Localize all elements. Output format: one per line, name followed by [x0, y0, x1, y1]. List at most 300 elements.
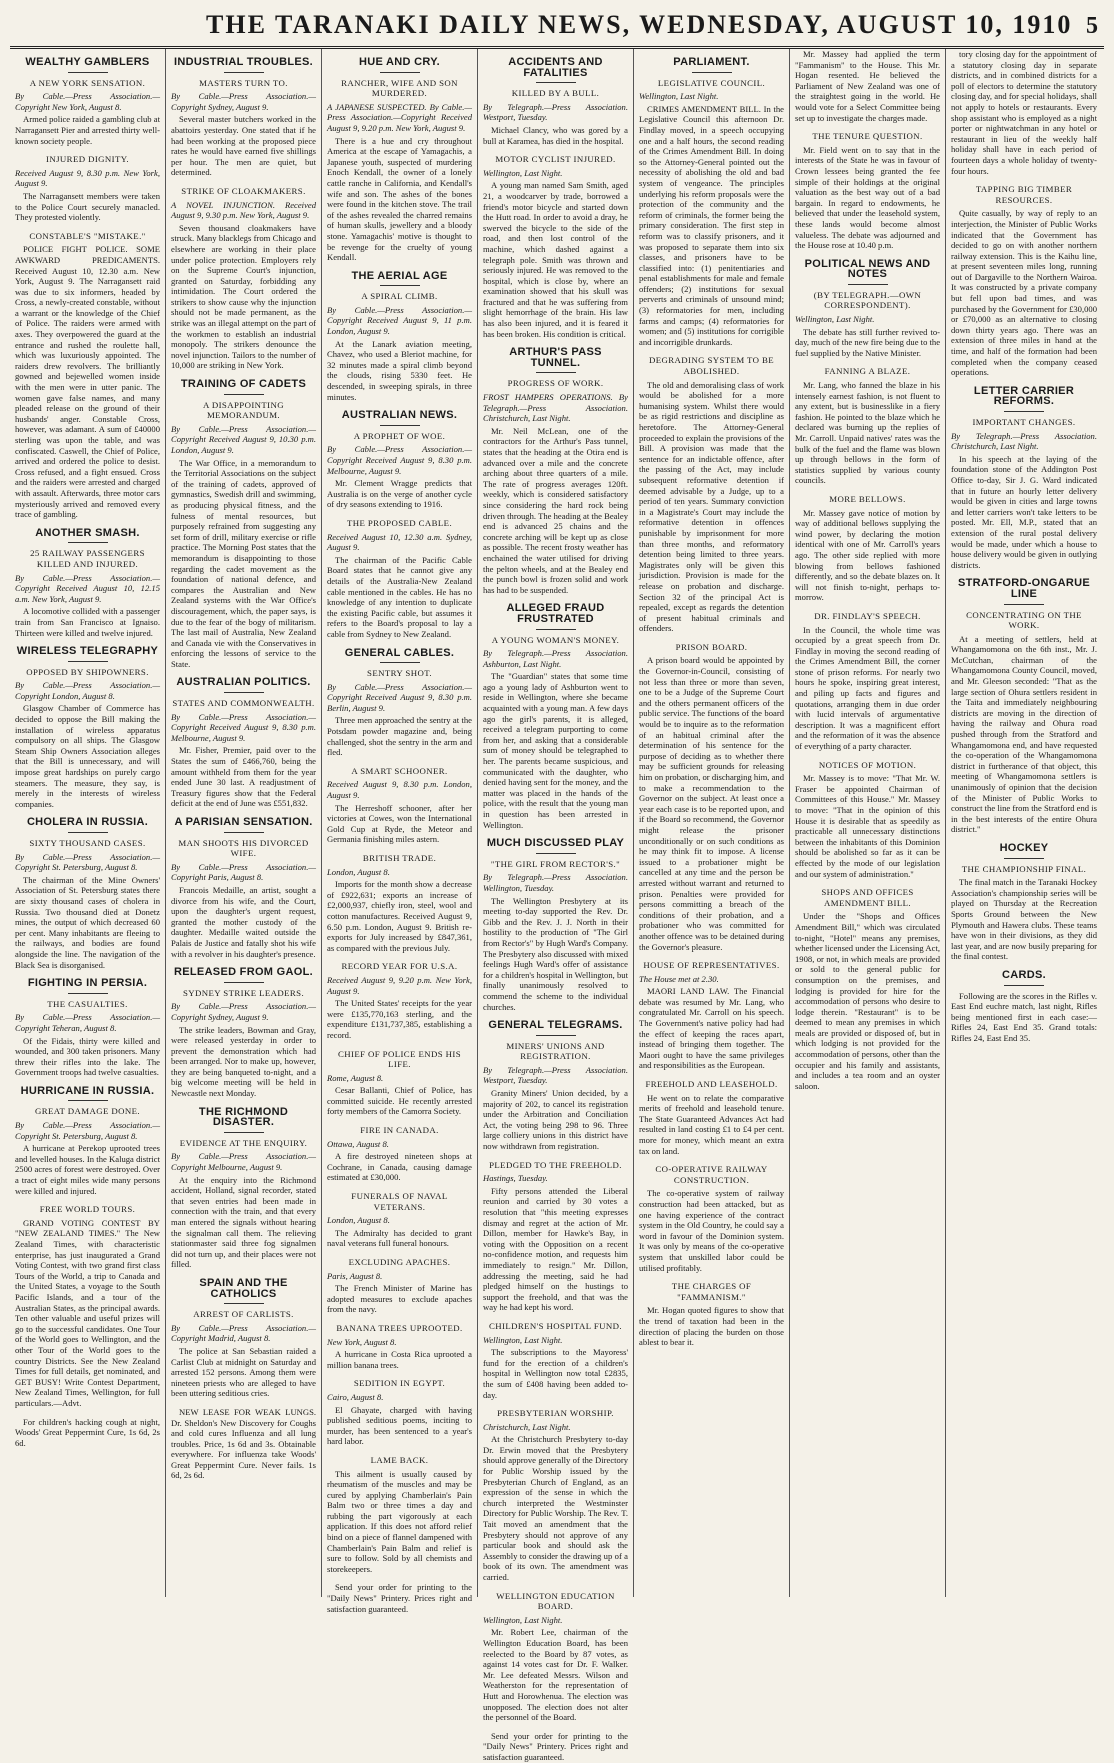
article-subhead: SIXTY THOUSAND CASES.: [29, 838, 146, 848]
article-headline: GENERAL CABLES.: [344, 646, 455, 659]
article: [15, 1086, 160, 1196]
article: [15, 1204, 160, 1408]
article-columns: [10, 49, 1104, 1762]
article: [171, 967, 316, 1099]
article-body: The final match in the Taranaki Hockey Association's championship series will be played on Thursday at the Recreation Sports Ground between the New Plymouth and Hawera clubs. These teams have won in their divisions, as they did last year, and are now busily preparing for the final contest.: [951, 877, 1097, 962]
article: [639, 960, 784, 1071]
column-1: [10, 49, 166, 1597]
article-subhead: MOTOR CYCLIST INJURED.: [495, 154, 616, 165]
article-headline: THE AERIAL AGE: [351, 269, 448, 282]
article-dateline: Rome, August 8.: [327, 1072, 384, 1083]
article-body: The "Guardian" states that some time ago a young lady of Ashburton went to reside in Wellington, where she became acquainted with a young man. A few days ago the girl's parents, it is alleged, received a telegram purporting to come from her, and asking that a considerable sum of money should be telegraphed to her. The parents became suspicious, and communicated with the daughter, who denied having sent for the money, and the matter was placed in the hands of the police, with the result that the young man in question has been arrested in Wellington.: [483, 671, 628, 830]
article: [483, 1408, 628, 1583]
article-body: GRAND VOTING CONTEST BY "NEW ZEALAND TIMES." The New Zealand Times, with characteristic enterprise, has just inaugurated a Grand Voting Contest, with two grand first class Tours of the World, a trip to Canada and the United States, a voyage to the South Pacific Islands, and a tour of the Australian States, as the principal awards. Ten other valuable and useful prizes will go to the successful candidates. One Tour of the World goes to Wellington, and the other Tour of the World goes to the country Districts. See the New Zealand Times for full details, get nominated, and GET BUSY! Write Contest Department, New Zealand Times, Wellington, for full particulars.—Advt.: [15, 1217, 160, 1408]
article-subhead: WELLINGTON EDUCATION BOARD.: [496, 1590, 615, 1612]
article-headline: ALLEGED FRAUD FRUSTRATED: [506, 602, 605, 625]
article-body: A locomotive collided with a passenger train from San Francisco at Ignaiso. Thirteen were killed and twelve injured.: [15, 606, 160, 638]
article-subhead: MAN SHOOTS HIS DIVORCED WIFE.: [178, 837, 309, 859]
article: [15, 57, 160, 146]
article-subhead: CONCENTRATING ON THE WORK.: [966, 609, 1082, 631]
article-body: There is a hue and cry throughout America at the escape of Yamagachis, a Japanese youth, suspected of murdering Enoch Kendall, the owner of a lonely cattle ranche in California, and Kendall's wife and son. The ashes of the bones were found in the kitchen stove. The trail of the ashes revealed the charred remains of human skulls, jewellery and a bloody stone. Yamagachis' motive is thought to be revenge for the cruelty of young Kendall.: [327, 135, 472, 263]
article-subhead: BANANA TREES UPROOTED.: [336, 1322, 463, 1333]
article-headline: TRAINING OF CADETS: [180, 378, 307, 391]
article-body: The old and demoralising class of work would be abolished for a more humanising system. Whilst there would be as rigid restrictions and discipline as heretofore. The Attorney-General proceeded to explain the provisions of the Bill. A provision was made that the sentence for an indictable offence, after the passing of the Act, may include subsequent reformative detention if deemed advisable by a Judge, up to a period of ten years. Summary conviction in a Magistrate's Court may include the reformative detention in offences punishable by imprisonment for more than three months, and reformatory detention being limited to three years. Magistrates only will be given this jurisdiction. Provision is made for the release on probation and discharge. Section 32 of the principal Act is repealed, except as regards the detention of present habitual criminals and offenders.: [639, 379, 784, 634]
article-headline: AUSTRALIAN NEWS.: [341, 409, 458, 422]
article-body: For children's hacking cough at night, Woods' Great Peppermint Cure, 1s 6d, 2s 6d.: [15, 1416, 160, 1448]
article-subhead: PRESBYTERIAN WORSHIP.: [497, 1408, 614, 1419]
article-subhead: A SMART SCHOONER.: [351, 765, 448, 776]
article: [483, 1020, 628, 1152]
article-subhead: THE PROPOSED CABLE.: [346, 517, 453, 528]
article: [15, 817, 160, 970]
article-subhead: MINERS' UNIONS AND REGISTRATION.: [506, 1040, 605, 1062]
article-body: At a meeting of settlers, held at Whangamomona on the 6th inst., Mr. J. McCutchan, chairman of the Whangamomona County Council, moved, and Mr. Gleeson seconded: "That as the large section of Ohura settlers resident in the Taita and immediately neighbouring districts are moving in the direction of having the railway and Ohura road pushed through from the Stratford and Whangamomona end, and have requested the co-operation of the Whangamomona district in furtherance of that object, this meeting of Whangamomona settlers is unanimously of opinion that the decision of the Minister of Public Works to construct the line from the Stratford end is in the best interests of the entire Ohura district.": [951, 633, 1097, 835]
article-headline: HUE AND CRY.: [358, 56, 440, 68]
article-subhead: CHILDREN'S HOSPITAL FUND.: [489, 1320, 622, 1331]
article-body: A fire destroyed nineteen shops at Cochrane, in Canada, causing damage estimated at £30,000.: [327, 1151, 472, 1183]
headline-rule: [224, 982, 264, 983]
article-body: Fifty persons attended the Liberal reunion and carried by 30 votes a resolution that "this meeting expresses dismay and regret at the action of Mr. Dillon, member for Hawke's Bay, in voting with the Opposition on a recent no-confidence motion, and requests him immediately to resign." Mr. Dillon, addressing the meeting, said he had pledged himself on the hustings to support the freehold, and that was the way he had kept his word.: [483, 1185, 628, 1313]
article-dateline: FROST HAMPERS OPERATIONS. By Telegraph.—Press Association. Christchurch, Last Night.: [483, 392, 628, 424]
article-dateline: Received August 9, 9.20 p.m. New York, August 9.: [327, 974, 472, 996]
headline-rule: [536, 82, 576, 83]
headline-rule: [536, 1035, 576, 1036]
headline-rule: [224, 1132, 264, 1133]
article: [483, 57, 628, 146]
article-body: Under the "Shops and Offices Amendment Bill," which was circulated to-night, "Hotel" means any premises, whether licensed under the Licensing Act, 1908, or not, in which meals are provided or sold to the general public for consumption on the premises, and lodging is provided for hire for the accommodation of persons who desire to lodge therein. "Restaurant" is to be deemed to mean any premises in which meals are provided or disposed of, but in which lodging is not provided for the accommodation of persons, other than the occupier and his family and assistants, and includes a tea room and an oyster saloon.: [795, 911, 940, 1091]
headline-rule: [68, 72, 108, 73]
article: [483, 154, 628, 339]
article: [327, 648, 472, 758]
article-body: At the enquiry into the Richmond accident, Holland, signal recorder, stated that seven entries had been made in connection with the train, and that every man entered the signals without hearing the signalman call them. The relieving stationmaster said three fog signalmen did not turn up, and their places were not filled.: [171, 1174, 316, 1270]
article-subhead: 25 RAILWAY PASSENGERS KILLED AND INJURED.: [30, 548, 145, 569]
headline-rule: [536, 853, 576, 854]
article: [639, 57, 784, 347]
article-body: At the Lanark aviation meeting, Chavez, who used a Bleriot machine, for 32 minutes made a spiral climb beyond the clouds, rising 5330 feet. He descended, in sweeping spirals, in three minutes.: [327, 338, 472, 402]
article-subhead: FREEHOLD AND LEASEHOLD.: [645, 1079, 778, 1090]
article: [795, 366, 940, 486]
article-dateline: Christchurch, Last Night.: [483, 1421, 571, 1432]
article-body: The strike leaders, Bowman and Gray, were released yesterday in order to prevent the demonstration which had been arranged. Nor to make up, however, they are being banqueted to-night, and a big welcome meeting will be held in Newcastle next Monday.: [171, 1024, 316, 1099]
article-body: He went on to relate the comparative merits of freehold and leasehold tenure. The State Guaranteed Advances Act had resulted in land costing £1 to £4 per cent. more for money, which meant an extra tax on land.: [639, 1092, 784, 1156]
article-dateline: Wellington, Last Night.: [483, 1334, 563, 1345]
article-body: In his speech at the laying of the foundation stone of the Addington Post Office to-day, Sir J. G. Ward indicated that in future an hourly letter delivery would be given in cities and large towns and letter carriers won't take letters to be posted. Mr. Ell, M.P., stated that an extension of the rural postal delivery would be made, under which a house to house delivery would be given in outlying districts.: [951, 453, 1097, 570]
headline-rule: [224, 1303, 264, 1304]
article: [171, 1278, 316, 1399]
article-body: CRIMES AMENDMENT BILL. In the Legislative Council this afternoon Dr. Findlay moved, in a speech occupying one and a half hours, the second reading of the Crimes Amendment Bill. In doing so the Attorney-General pointed out the necessity of abolishing the old and bad system of vengeance. The principles underlying his reform proposals were the protection of the community and the reform of criminals, the former being the primary consideration. The first step in reform was to classify prisoners, and it was proposed to separate them into six classes, and prisoners have to be classified into: (1) penitentiaries and penal establishments for male and female offenders; (2) institutions for sexual perverts and criminals of unsound mind; (3) reformatories for men, including farms and camps; (4) reformatories for women; and (5) institutions for corrigible and incorrigible drunkards.: [639, 103, 784, 347]
article-body: The Wellington Presbytery at its meeting to-day supported the Rev. Dr. Gibb and the Rev. J. J. North in their hostility to the production of "The Girl from Rector's" by Hugh Ward's Company. The Presbytery also discussed with mixed feelings Hugh Ward's offer of assistance for a children's hospital in Wellington, but finally unanimously resolved to commend the scheme to the individual churches.: [483, 895, 628, 1012]
article: [483, 1731, 628, 1763]
column-6: [790, 49, 946, 1597]
headline-rule: [68, 832, 108, 833]
article-dateline: By Telegraph.—Press Association. Ashburton, Last Night.: [483, 648, 628, 669]
article-headline: HURRICANE IN RUSSIA.: [20, 1084, 155, 1097]
article-subhead: TAPPING BIG TIMBER RESOURCES.: [975, 184, 1073, 205]
column-4: [478, 49, 634, 1762]
article-headline: STRATFORD-ONGARUE LINE: [958, 577, 1090, 600]
article-dateline: By Cable.—Press Association.—Copyright Sydney, August 9.: [171, 91, 316, 112]
article-subhead: GREAT DAMAGE DONE.: [34, 1106, 141, 1117]
article-dateline: London, August 8.: [327, 866, 390, 877]
article-dateline: London, August 8.: [327, 1215, 390, 1226]
article-subhead: FIRE IN CANADA.: [360, 1125, 439, 1136]
article-headline: A PARISIAN SENSATION.: [174, 816, 313, 828]
article: [795, 49, 940, 123]
article-headline: PARLIAMENT.: [673, 56, 750, 68]
article: [327, 271, 472, 403]
article: [795, 760, 940, 880]
article-dateline: A NOVEL INJUNCTION. Received August 9, 9.30 p.m. New York, August 9.: [171, 199, 316, 221]
article-body: A hurricane at Perekop uprooted trees and levelled houses. In the Kaluga district 2500 acres of forest were destroyed. Over a tract of eight miles wide many persons were killed and injured.: [15, 1143, 160, 1196]
headline-rule: [1004, 604, 1044, 605]
article-body: Mr. Lang, who fanned the blaze in his intensely earnest fashion, is not fluent to any extent, but is businesslike in a fiery fashion. He pointed to the blaze which he declared was burning up the replies of Mr. Carroll. Unpaid natives' rates was the bulk of the fuel and the flame was blown up through bellows in the form of statistics supplied by various county councils.: [795, 380, 940, 486]
article-body: The chairman of the Mine Owners' Association of St. Petersburg states there are sixty thousand cases of cholera in Russia. Two thousand died at Donetz mines, the output of which decreased 60 per cent. Many inhabitants are fleeing to the railways, and bodies are found alongside the line. The navigation of the Black Sea is disorganised.: [15, 874, 160, 970]
article-subhead: SHOPS AND OFFICES AMENDMENT BILL.: [821, 887, 914, 908]
article-subhead: BRITISH TRADE.: [362, 853, 437, 863]
article: [483, 347, 628, 595]
article: [15, 646, 160, 809]
article-body: The Admiralty has decided to grant naval veterans full funeral honours.: [327, 1227, 472, 1249]
article: [639, 1164, 784, 1273]
article-dateline: By Cable.—Press Association.—Copyright Paris, August 8.: [171, 861, 316, 883]
headline-rule: [380, 285, 420, 286]
article-dateline: Received August 9, 8.30 p.m. New York, August 9.: [15, 167, 160, 189]
article-body: Of the Fidais, thirty were killed and wounded, and 300 taken prisoners. Many threw their rifles into the lake. The Government troops had twelve casualties.: [15, 1035, 160, 1078]
article: [171, 186, 316, 371]
article: [15, 978, 160, 1078]
article-body: Mr. Robert Lee, chairman of the Wellington Education Board, has been reelected to the Board by 87 votes, as against 14 votes cast for Dr. F. Walker. Mr. Lee defeated Messrs. Wilson and Weatherston for the representation of Hutt and Horowhenua. The election was unopposed. The election does not alter the personnel of the Board.: [483, 1627, 628, 1723]
article-body: Mr. Massey had applied the term "Fammanism" to the House. This Mr. Hogan resented. He believed the Parliament of New Zealand was one of the straightest going in the world. He would vote for a Select Committee being set up to investigate the charges made.: [795, 49, 940, 123]
headline-rule: [1004, 858, 1044, 859]
article-dateline: A JAPANESE SUSPECTED. By Cable.—Press Association.—Copyright Received August 9, 9.20 p.m. New York, August 9.: [327, 101, 472, 133]
article: [951, 386, 1097, 571]
article-dateline: Received August 9, 8.30 p.m. London, August 9.: [327, 779, 472, 801]
article-dateline: Paris, August 8.: [327, 1270, 383, 1281]
article-subhead: INJURED DIGNITY.: [46, 154, 129, 165]
article: [327, 1125, 472, 1183]
article-dateline: Wellington, Last Night.: [483, 1614, 563, 1625]
article: [483, 838, 628, 1012]
article-subhead: A PROPHET OF WOE.: [353, 430, 446, 441]
column-5: [634, 49, 790, 1597]
article: [795, 259, 940, 359]
article-body: Quite casually, by way of reply to an interjection, the Minister of Public Works indicated that the Government has decided to go on with another northern railway extension. This is the Kaihu line, at present seventeen miles long, running out of Dargaville to the Northern Wairoa. It was constructed by a private company but fell upon bad times, and was purchased by the Government for £30,000 or £70,000 as an alternative to closing down thirty years ago. There was an extension of three miles in hand at the time, and half of the formation had been completed when the company ceased operations.: [951, 208, 1097, 378]
article: [795, 494, 940, 603]
article-headline: AUSTRALIAN POLITICS.: [176, 676, 311, 689]
article-body: The Narragansett members were taken to the Police Court securely manacled. They protested violently.: [15, 190, 160, 223]
article-body: El Ghayate, charged with having published seditious poems, inciting to murder, has been sentenced to a year's hard labor.: [327, 1404, 472, 1447]
article-subhead: NOTICES OF MOTION.: [818, 759, 917, 770]
article: [327, 410, 472, 510]
headline-rule: [68, 1100, 108, 1101]
article-subhead: SENTRY SHOT.: [367, 668, 432, 679]
article-dateline: By Cable.—Press Association.—Copyright New York, August 8.: [15, 91, 160, 112]
article-body: Cesar Ballanti, Chief of Police, has committed suicide. He recently arrested forty members of the Camorra Society.: [327, 1085, 472, 1117]
article-body: Several master butchers worked in the abattoirs yesterday. One stated that if he had been working at the proposed piece rates he would have earned five shillings per hour. The men are quiet, but determined.: [171, 114, 316, 178]
article-dateline: Hastings, Tuesday.: [483, 1173, 548, 1184]
headline-rule: [692, 72, 732, 73]
article-body: Michael Clancy, who was gored by a bull at Karamea, has died in the hospital.: [483, 124, 628, 146]
article-dateline: By Cable.—Press Association.—Copyright Madrid, August 8.: [171, 1322, 316, 1344]
article-body: Granity Miners' Union decided, by a majority of 202, to cancel its registration under the Arbitration and Conciliation Act, the voting being 298 to 96. Three large colliery unions in this district have now withdrawn from registration.: [483, 1088, 628, 1152]
article: [327, 1049, 472, 1118]
column-3: [322, 49, 478, 1614]
article: [327, 57, 472, 263]
article-body: Mr. Field went on to say that in the interests of the State he was in favour of Crown lessees being granted the fee simple of their holdings at the original valuation as the best way out of a bad bargain. In regard to endowments, he believed that under the leasehold system, these lands would become almost valueless. The debate was adjourned and the House rose at 10.40 p.m.: [795, 144, 940, 251]
article-subhead: MASTERS TURN TO.: [199, 77, 288, 88]
article: [15, 154, 160, 223]
article-dateline: By Cable.—Press Association.—Copyright Received August 9, 11 p.m. London, August 9.: [327, 304, 472, 337]
article-body: The subscriptions to the Mayoress' fund for the erection of a children's hospital in Wellington now total £2835, the sum of £408 having been added to-day.: [483, 1347, 628, 1400]
article-headline: RELEASED FROM GAOL.: [174, 966, 313, 979]
article-subhead: STATES AND COMMONWEALTH.: [172, 698, 315, 709]
article-subhead: RANCHER, WIFE AND SON MURDERED.: [341, 77, 458, 99]
article: [795, 131, 940, 251]
article-body: This ailment is usually caused by rheumatism of the muscles and may be cured by applying Chamberlain's Pain Balm two or three times a day and rubbing the part vigorously at each application. If this does not afford relief bind on a piece of flannel dampened with Chamberlain's Pain Balm and relief is sure to follow. Sold by all chemists and storekeepers.: [327, 1468, 472, 1574]
headline-rule: [224, 832, 264, 833]
article-dateline: By Telegraph.—Press Association. Wellington, Tuesday.: [483, 872, 628, 893]
article-headline: INDUSTRIAL TROUBLES.: [173, 56, 314, 68]
article-body: Mr. Hogan quoted figures to show that the trend of taxation had been in the direction of placing the burden on those ablest to bear it.: [639, 1305, 784, 1348]
article: [15, 528, 160, 638]
article-dateline: Cairo, August 8.: [327, 1391, 384, 1402]
headline-rule: [380, 72, 420, 73]
article: [327, 1378, 472, 1447]
article-body: MAORI LAND LAW. The Financial debate was resumed by Mr. Lang, who congratulated Mr. Carroll on his speech. The Government's native policy had had the effect of keeping the races apart, instead of bringing them together. The Maori ought to have the same privileges and responsibilities as the European.: [639, 986, 784, 1071]
article-body: Mr. Clement Wragge predicts that Australia is on the verge of another cycle of dry seasons extending to 1916.: [327, 478, 472, 510]
article-body: Mr. Neil McLean, one of the contractors for the Arthur's Pass tunnel, states that the heading at the Otira end is advanced over a mile and the concrete arching about three quarters of a mile. The rate of progress averages 120ft. weekly, which is considered satisfactory since considering the hard rock being driven through. The heading at the Bealey end is advanced 25 chains and the concrete arching will be kept up as close as possible. The recent frosty weather has enchained the water utilised for driving the pelton wheels, and at the Bealey end the punch bowl is frozen solid and work has had to be suspended.: [483, 425, 628, 595]
article: [639, 1079, 784, 1156]
article-dateline: By Telegraph.—Press Association. Westport, Tuesday.: [483, 1064, 628, 1086]
newspaper-page: [10, 6, 1104, 1762]
article: [327, 1191, 472, 1249]
article-body: Following are the scores in the Rifles v. East End euchre match, last night, Rifles being mentioned first in each case:—Rifles 24, East End 35. Grand totals: Rifles 24, East End 35.: [951, 990, 1097, 1043]
article-body: tory closing day for the appointment of a statutory closing day in separate districts, and in combined districts for a poll of electors to determine the statutory closing day, and for special holidays, shall not apply to hotels or restaurants. Every shop assistant who is employed as a night porter or nightwatchman in any hotel or restaurant in lieu of the weekly half holiday shall have in each period of fourteen days a whole holiday of twenty-four hours.: [951, 49, 1097, 176]
article-dateline: By Cable.—Press Association.—Copyright Received August 9, 8.30 p.m. Berlin, August 9.: [327, 681, 472, 713]
headline-rule: [380, 662, 420, 663]
article-subhead: THE CHAMPIONSHIP FINAL.: [961, 863, 1087, 874]
article-headline: GENERAL TELEGRAMS.: [488, 1019, 623, 1032]
headline-rule: [224, 394, 264, 395]
article-subhead: SYDNEY STRIKE LEADERS.: [182, 987, 305, 998]
article-headline: THE RICHMOND DISASTER.: [198, 1105, 289, 1129]
article-body: The War Office, in a memorandum to the Territorial Associations on the subject of the training of cadets, approved of gymnastics, Swedish drill and swimming, as producing physical fitness, and the fulness of mental resources, but purposely refrained from suggesting any set form of drill, military exercise or rifle practice. The Morning Post states that the memorandum is disappointing to those regarding the cadet movement as the foundation of national defence, and compares the Australian and New Zealand systems with the War Office's discouragement, which, the paper says, is due to the fear of the bogy of militarism. The last mail of Australia, New Zealand and Canada vie with the Conservatives in enforcing the lessons of service to the State.: [171, 457, 316, 669]
page-number: 5: [1086, 13, 1098, 39]
article-body: A young man named Sam Smith, aged 21, a woodcarver by trade, borrowed a friend's motor bicycle and started down the Hutt road. In order to avoid a dray, he swerved the bicycle to the side of the road, and then lost control of the machine, which dashed against a telegraph pole. Smith was thrown and seriously injured. He was removed to the hospital, which is close by, where an examination showed that his skull was fractured and that he was suffering from slight hemorrhage of the brain. His law has also been injured, and it is feared it has been broken. His condition is critical.: [483, 180, 628, 339]
article-subhead: CO-OPERATIVE RAILWAY CONSTRUCTION.: [655, 1164, 768, 1185]
article-body: The United States' receipts for the year were £135,770,163 sterling, and the expenditure £131,737,385, establishing a record.: [327, 998, 472, 1040]
article-subhead: EVIDENCE AT THE ENQUIRY.: [179, 1137, 308, 1148]
article-subhead: HOUSE OF REPRESENTATIVES.: [643, 960, 780, 971]
article-headline: WEALTHY GAMBLERS: [25, 56, 150, 68]
article-headline: HOCKEY: [999, 841, 1049, 854]
article: [171, 57, 316, 178]
article-subhead: RECORD YEAR FOR U.S.A.: [341, 961, 458, 972]
article-subhead: LEGISLATIVE COUNCIL.: [657, 77, 766, 88]
article-subhead: PROGRESS OF WORK.: [507, 378, 604, 389]
article-dateline: The House met at 2.30.: [639, 973, 719, 984]
article-headline: CARDS.: [1002, 968, 1046, 981]
column-2: [166, 49, 322, 1597]
article-dateline: Wellington, Last Night.: [639, 91, 719, 102]
article: [171, 1107, 316, 1270]
article-dateline: By Telegraph.—Press Association. Westport, Tuesday.: [483, 101, 628, 123]
article-headline: FIGHTING IN PERSIA.: [27, 977, 148, 990]
headline-rule: [380, 425, 420, 426]
article-subhead: DEGRADING SYSTEM TO BE ABOLISHED.: [648, 355, 775, 377]
article-subhead: EXCLUDING APACHES.: [348, 1257, 451, 1267]
article: [951, 970, 1097, 1044]
article-subhead: A YOUNG WOMAN'S MONEY.: [491, 634, 620, 645]
article: [171, 817, 316, 959]
article: [483, 1591, 628, 1723]
article: [795, 611, 940, 752]
article-subhead: OPPOSED BY SHIPOWNERS.: [26, 666, 149, 677]
article: [327, 1582, 472, 1614]
article-dateline: By Cable.—Press Association.—Copyright Received August 9, 10.30 p.m. London, August 9.: [171, 423, 316, 455]
article-subhead: (BY TELEGRAPH.—OWN CORRESPONDENT).: [813, 289, 922, 311]
article-dateline: By Cable.—Press Association.—Copyright St. Petersburg, August 8.: [15, 1120, 160, 1141]
article: [483, 1160, 628, 1313]
article-body: The police at San Sebastian raided a Carlist Club at midnight on Saturday and arrested 152 persons. Among them were nineteen priests who are alleged to have been uttering seditious cries.: [171, 1345, 316, 1399]
article-body: The chairman of the Pacific Cable Board states that he cannot give any details of the Australia-New Zealand cable mentioned in the cables. He has no knowledge of any intention to duplicate the existing Pacific cable, but assumes it refers to the Board's proposal to lay a cable from Sydney to New Zealand.: [327, 554, 472, 639]
article-dateline: Ottawa, August 8.: [327, 1138, 389, 1149]
headline-rule: [536, 372, 576, 373]
article-subhead: "THE GIRL FROM RECTOR'S.": [490, 858, 621, 869]
article-dateline: Wellington, Last Night.: [795, 314, 875, 325]
headline-rule: [68, 542, 108, 543]
article-subhead: KILLED BY A BULL.: [511, 88, 600, 99]
column-7: [946, 49, 1102, 1597]
article-subhead: FREE WORLD TOURS.: [39, 1204, 136, 1215]
article-dateline: By Cable.—Press Association.—Copyright Received August 9, 8.30 p.m. Melbourne, August 9.: [171, 711, 316, 743]
article: [951, 578, 1097, 835]
article-subhead: THE TENURE QUESTION.: [812, 131, 923, 142]
headline-rule: [224, 72, 264, 73]
article-subhead: MORE BELLOWS.: [829, 493, 906, 504]
article: [639, 355, 784, 633]
article: [171, 1407, 316, 1481]
article: [483, 1321, 628, 1400]
headline-rule: [536, 629, 576, 630]
article-subhead: ARREST OF CARLISTS.: [193, 1309, 294, 1320]
article: [327, 766, 472, 845]
article-body: NEW LEASE FOR WEAK LUNGS. Dr. Sheldon's New Discovery for Coughs and cold cures Influenza and all lung troubles. Price, 1s 6d and 3s. Obtainable everywhere. For influenza take Woods' Great Peppermint Cure. Never fails. 1s 6d, 2s 6d.: [171, 1406, 316, 1481]
article-subhead: THE CHARGES OF "FAMMANISM.": [671, 1281, 752, 1302]
article-subhead: STRIKE OF CLOAKMAKERS.: [181, 185, 306, 196]
headline-rule: [848, 284, 888, 285]
article-subhead: PLEDGED TO THE FREEHOLD.: [489, 1159, 622, 1170]
newspaper-title: THE TARANAKI DAILY NEWS, WEDNESDAY, AUGUST 10, 1910: [206, 10, 1073, 39]
article-headline: POLITICAL NEWS AND NOTES: [804, 257, 931, 281]
article: [327, 1257, 472, 1315]
article-headline: ARTHUR'S PASS TUNNEL.: [509, 346, 602, 369]
article-dateline: New York, August 8.: [327, 1336, 397, 1347]
article-headline: WIRELESS TELEGRAPHY: [16, 645, 159, 658]
article-subhead: THE CASUALTIES.: [47, 998, 128, 1009]
article-subhead: DR. FINDLAY'S SPEECH.: [814, 610, 921, 621]
article-dateline: By Cable.—Press Association.—Copyright Sydney, August 9.: [171, 1001, 316, 1022]
article-headline: ANOTHER SMASH.: [35, 526, 140, 539]
article: [483, 603, 628, 830]
article-body: Armed police raided a gambling club at Narragansett Pier and arrested thirty well-known society people.: [15, 114, 160, 146]
article: [15, 231, 160, 520]
headline-rule: [68, 661, 108, 662]
article-body: The debate has still further revived to-day, much of the new fire being due to the fuel supplied by the Native Minister.: [795, 326, 941, 358]
article-body: The Herreshoff schooner, after her victories at Cowes, won the International Gold Cup at Ryde, the Meteor and Germania finishing miles astern.: [327, 802, 472, 845]
article-headline: LETTER CARRIER REFORMS.: [973, 384, 1075, 408]
article-body: Send your order for printing to the "Daily News" Printery. Prices right and satisfaction guaranteed.: [483, 1730, 628, 1762]
article-dateline: Wellington, Last Night.: [483, 167, 563, 178]
article-headline: SPAIN AND THE CATHOLICS: [199, 1276, 288, 1300]
article-subhead: A DISAPPOINTING MEMORANDUM.: [202, 399, 285, 421]
article-dateline: By Cable.—Press Association.—Copyright St. Petersburg, August 8.: [15, 851, 160, 873]
article-body: The co-operative system of railway construction had been attacked, but as one having experience of the contract system in the Old Country, he could say a word in favour of the Dominion system. It was only by means of the co-operative system that unskilled labor could be utilised profitably.: [639, 1188, 784, 1273]
article: [15, 1417, 160, 1449]
article: [327, 1455, 472, 1575]
article-subhead: IMPORTANT CHANGES.: [972, 417, 1076, 427]
headline-rule: [1004, 985, 1044, 986]
article-body: Three men approached the sentry at the Potsdam powder magazine and, being challenged, shot the sentry in the arm and fled.: [327, 715, 472, 758]
article: [951, 49, 1097, 176]
article: [639, 1281, 784, 1348]
article-body: Seven thousand cloakmakers have struck. Many blacklegs from Chicago and elsewhere are working in their place under police protection. Employers rely on the Supreme Court's injunction, granted on Saturday, forbidding any intimidation. The Court ordered the strikers to show cause why the injunction should not be made permanent, as the strike was an illegal attempt on the part of the workmen to establish an industrial monopoly. The strikers denounce the novel injunction. Tailors to the number of 10,000 are striking in New York.: [171, 222, 316, 371]
article: [327, 961, 472, 1040]
headline-rule: [1004, 411, 1044, 412]
article: [951, 184, 1097, 378]
article-headline: CHOLERA IN RUSSIA.: [26, 816, 149, 829]
article-body: Glasgow Chamber of Commerce has decided to oppose the Bill making the installation of wireless apparatus compulsory on all ships. The Glasgow Steam Ship Owners Association alleges that the Bill is unnecessary, and will impose great hardships on purely cargo steamers. The measure, they say, is merely in the interests of wireless companies.: [15, 703, 160, 809]
article-subhead: CONSTABLE'S "MISTAKE.": [29, 230, 146, 241]
article-dateline: By Cable.—Press Association.—Copyright Melbourne, August 9.: [171, 1151, 316, 1173]
article-body: Send your order for printing to the "Daily News" Printery. Prices right and satisfaction guaranteed.: [327, 1582, 472, 1614]
article: [327, 853, 472, 953]
article-dateline: By Telegraph.—Press Association. Christchurch, Last Night.: [951, 430, 1097, 452]
article-dateline: By Cable.—Press Association.—Copyright Received August 9, 8.30 p.m. Melbourne, August 9.: [327, 444, 472, 476]
article-body: At the Christchurch Presbytery to-day Dr. Erwin moved that the Presbytery should approve generally of the Directory for Public Worship issued by the Presbyterian Church of England, as an expression of the sense in which the church interpreted the Westminster Directory for Public Worship. The Rev. T. Tait moved an amendment that the Presbytery should not approve of any particular book and should ask the Assembly to consider the drawing up of a book of its own. The amendment was carried.: [483, 1434, 628, 1582]
article-body: A hurricane in Costa Rica uprooted a million banana trees.: [327, 1349, 472, 1370]
article-body: The French Minister of Marine has adopted measures to exclude apaches from the navy.: [327, 1283, 472, 1315]
article-dateline: By Cable.—Press Association.—Copyright Received August 10, 12.15 a.m. New York, August 9.: [15, 572, 160, 604]
article: [795, 887, 940, 1091]
article-subhead: A NEW YORK SENSATION.: [29, 77, 146, 88]
article-subhead: FANNING A BLAZE.: [824, 366, 911, 377]
article-subhead: A SPIRAL CLIMB.: [361, 291, 438, 302]
article-subhead: PRISON BOARD.: [675, 641, 748, 652]
article-subhead: FUNERALS OF NAVAL VETERANS.: [351, 1191, 448, 1212]
article-dateline: By Cable.—Press Association.—Copyright Teheran, August 8.: [15, 1012, 160, 1033]
article-body: Imports for the month show a decrease of £922,631; exports an increase of £2,000,937, chiefly iron, steel, wool and cotton manufactures. Received August 9, 6.50 p.m. London, August 9. British re-exports for July increased by £847,361, as compared with the previous July.: [327, 879, 472, 953]
article-body: Mr. Fisher, Premier, paid over to the States the sum of £466,760, being the amount withheld from them for the year ended June 30 last. A readjustment of Treasury figures show that the Federal deficit at the end of June was £551,832.: [171, 745, 316, 809]
article-headline: ACCIDENTS AND FATALITIES: [508, 56, 603, 79]
article-body: A prison board would be appointed by the Governor-in-Council, consisting of not less than three or more than seven, one to be a Judge of the Supreme Court and the others permanent officers of the public service. The functions of the board would be to inquire as to the reformation of an habitual criminal after the determination of his sentence for the purpose of deciding as to whether there may be sufficient grounds for releasing him on probation, or discharging him, and to make a recommendation to the Governor on the subject. At least once a year each case is to be reported upon, and if the Board so recommend, the Governor might release the prisoner unconditionally or on such conditions as he may think fit to impose. A license issued to a probationer might be cancelled at any time and the person be arrested without warrant and returned to prison. Penalties were provided for persons committing a breach of the conditions of their probation, and a probationer who was committed for another offence was to be detained during the Governor's pleasure.: [639, 655, 784, 952]
article-dateline: By Cable.—Press Association.—Copyright London, August 8.: [15, 680, 160, 701]
article-headline: MUCH DISCUSSED PLAY: [486, 837, 625, 850]
article-subhead: CHIEF OF POLICE ENDS HIS LIFE.: [338, 1048, 461, 1070]
headline-rule: [224, 692, 264, 693]
article-body: Francois Medaille, an artist, sought a divorce from his wife, and the Court, upon the daughter's urgent request, granted the mother custody of the daughter. Medaille waited outside the Palais de Justice and fatally shot his wife with a revolver in his daughter's presence.: [171, 884, 316, 959]
article-body: Mr. Massey is to move: "That Mr. W. Fraser be appointed Chairman of Committees of this House." Mr. Massey to move: "That in the opinion of this House it is desirable that as speedily as practicable all unnecessary distinctions between the inhabitants of this Dominion should be abolished so far as it can be effected by the mode of our legislation and our system of administration.": [795, 773, 940, 879]
headline-rule: [68, 993, 108, 994]
article-subhead: LAME BACK.: [370, 1454, 429, 1465]
article: [171, 677, 316, 809]
article: [171, 379, 316, 669]
article: [327, 1323, 472, 1370]
article: [639, 642, 784, 952]
article: [327, 518, 472, 640]
article-subhead: SEDITION IN EGYPT.: [353, 1378, 446, 1389]
article-dateline: Received August 10, 12.30 a.m. Sydney, August 9.: [327, 531, 472, 553]
